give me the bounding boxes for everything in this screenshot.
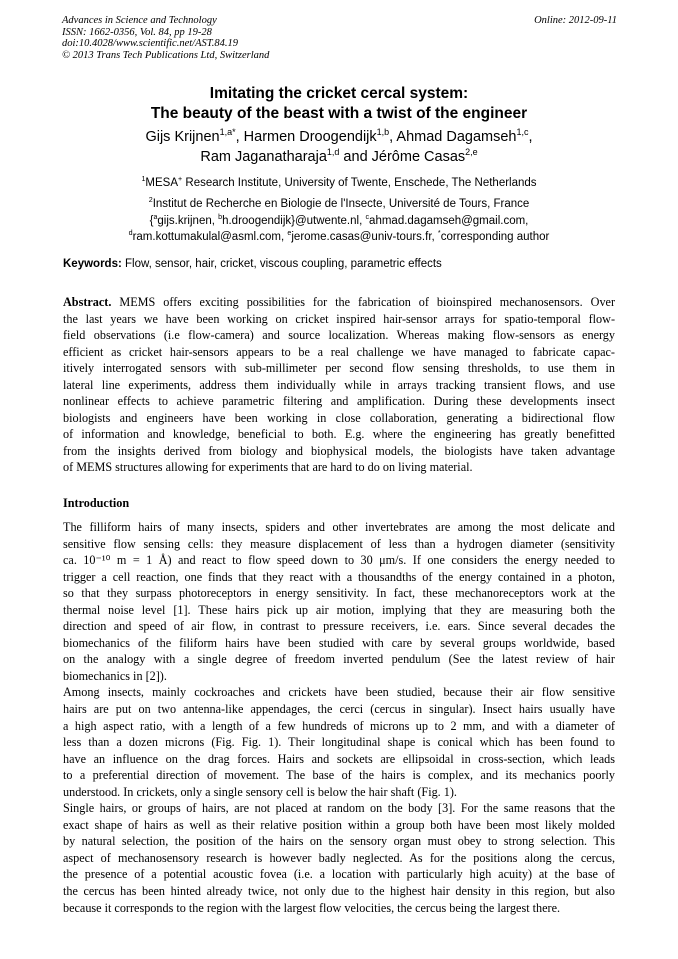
abstract-text: efficient as cricket hair-sensors appears to be a real challenge we have managed to fabricate capac- bbox=[63, 344, 615, 359]
emails-line-1 bbox=[0, 214, 678, 229]
author-affiliation-mark: 1,d bbox=[326, 147, 340, 158]
introduction-line: Among insects, mainly cockroaches and crickets have been studied, because their air flow sensitive bbox=[63, 685, 615, 700]
introduction-line: aspect of mechanosensory research is however badly neglected. As for the positions along the cercus, bbox=[63, 850, 615, 865]
title-line-1: Imitating the cricket cercal system: bbox=[209, 85, 469, 102]
introduction-heading: Introduction bbox=[63, 496, 130, 510]
affiliation-2-text: Institut de Recherche en Biologie de l'Insecte, Université de Tours, France bbox=[152, 198, 530, 210]
email-mark: e bbox=[287, 229, 292, 238]
journal-header bbox=[62, 15, 617, 61]
introduction-line: because it corresponds to the region with the largest flow velocities, the cercus being the largest there. bbox=[63, 900, 561, 915]
keywords-label: Keywords: bbox=[63, 258, 122, 270]
abstract-line bbox=[63, 377, 615, 394]
introduction-line: trigger a cell reaction, one finds that they react with a thousandths of the energy contained in a photon, bbox=[63, 569, 615, 584]
email-mark: a bbox=[153, 213, 158, 222]
abstract-line bbox=[63, 410, 615, 427]
email-brace: { bbox=[149, 215, 154, 227]
journal-doi: doi:10.4028/www.scientific.net/AST.84.19 bbox=[62, 38, 239, 49]
affiliation-1-text: Research Institute, University of Twente, Enschede, The Netherlands bbox=[182, 177, 537, 189]
introduction-line: the presence of a potential acoustic fovea (i.e. a location with particularly high acuity) at the base of bbox=[63, 867, 615, 882]
journal-issn: ISSN: 1662-0356, Vol. 84, pp 19-28 bbox=[62, 26, 212, 38]
introduction-line: The filliform hairs of many insects, spiders and other invertebrates are among the most delicate and bbox=[63, 520, 615, 534]
affiliation-2-mark: 2 bbox=[148, 196, 153, 205]
introduction-body bbox=[63, 519, 615, 916]
abstract-text: the last years we have been working on cricket inspired hair-sensor arrays for spatio-temporal flow- bbox=[63, 311, 615, 326]
abstract-line bbox=[63, 443, 615, 460]
introduction-line: understood. In crickets, only a single sensory cell is below the hair shaft (Fig. 1). bbox=[63, 784, 457, 799]
email-mark: * bbox=[437, 229, 441, 238]
email-address: jerome.casas@univ-tours.fr, bbox=[291, 231, 438, 243]
keywords-text: Flow, sensor, hair, cricket, viscous coupling, parametric effects bbox=[121, 258, 442, 270]
introduction-line: sensitive flow sensing cells: they measure displacement of less than a hydrogen diameter (sensitivity bbox=[63, 536, 615, 551]
introduction-line: a high aspect ratio, with a length of a few hundreds of microns up to 2 mm, and with a diameter of bbox=[63, 718, 615, 733]
author-name: Gijs Krijnen bbox=[145, 129, 220, 145]
title-line-2: The beauty of the beast with a twist of the engineer bbox=[150, 105, 528, 122]
journal-name: Advances in Science and Technology bbox=[62, 15, 217, 26]
abstract-line bbox=[63, 426, 615, 443]
abstract-text: MEMS offers exciting possibilities for the fabrication of bioinspired mechanosensors. Over bbox=[111, 295, 615, 309]
paper-title bbox=[0, 84, 678, 124]
introduction-line: exact shape of hairs as well as their relative position within a group both have been most likely molded bbox=[63, 817, 615, 832]
abstract-line bbox=[63, 459, 615, 476]
author-name: Ram Jaganatharaja bbox=[200, 149, 327, 165]
introduction-line: on the analogy with a single degree of freedom inverted pendulum (See the latest review of hair bbox=[63, 652, 615, 667]
author-affiliation-mark: 2,e bbox=[465, 147, 478, 158]
introduction-line: thermal noise level [1]. These hairs pick up air motion, implying that they are measuring both the bbox=[63, 602, 615, 617]
journal-copyright: © 2013 Trans Tech Publications Ltd, Switzerland bbox=[62, 49, 270, 61]
abstract-text: itively interrogated sensors with sub-millimeter per second flow sensing thresholds, to use them in bbox=[63, 361, 615, 376]
email-address: corresponding author bbox=[440, 231, 550, 243]
author-separator: , bbox=[389, 129, 397, 145]
abstract-text: field observations (i.e flow-camera) and source localization. Whereas making flow-sensors as energy bbox=[63, 328, 615, 343]
author-separator: , bbox=[528, 129, 533, 145]
abstract-text: from the insights derived from biology and biophysical models, the biologists have taken advantage bbox=[63, 443, 615, 458]
author-affiliation-mark: 1,a* bbox=[219, 127, 236, 138]
email-address: gijs.krijnen, bbox=[157, 215, 219, 227]
abstract-line bbox=[63, 311, 615, 328]
affiliation-1-org: MESA bbox=[145, 177, 179, 189]
authors-line-2 bbox=[0, 147, 678, 167]
abstract-line bbox=[63, 360, 615, 377]
online-date: Online: 2012-09-11 bbox=[534, 15, 617, 26]
introduction-line: to a preferential direction of movement. The base of the hairs is complex, and its mechanics poorly bbox=[63, 768, 615, 783]
emails-line-2 bbox=[0, 230, 678, 245]
introduction-line: biomechanics of the filiform hairs have been studied with care by several groups worldwide, based bbox=[63, 635, 615, 650]
abstract-text: nonlinear effects to achieve parametric filtering and amplification. During these developments insect bbox=[63, 394, 615, 409]
author-name: Ahmad Dagamseh bbox=[396, 129, 517, 145]
email-address: ahmad.dagamseh@gmail.com, bbox=[369, 215, 529, 227]
introduction-line: biomechanics in [2]). bbox=[63, 668, 167, 683]
authors-line-1 bbox=[0, 127, 678, 147]
author-separator: , bbox=[235, 129, 244, 145]
email-address: h.droogendijk}@utwente.nl, bbox=[222, 215, 366, 227]
introduction-line: less than a dozen microns (Fig. Fig. 1). Their longitudinal shape is conical which has been found to bbox=[63, 735, 615, 750]
email-address: ram.kottumakulal@asml.com, bbox=[132, 231, 288, 243]
author-list bbox=[0, 127, 678, 167]
abstract-text: of information and knowledge, beneficial to both. E.g. where the engineering has greatly benefitted bbox=[63, 427, 615, 442]
abstract-text: lateral line experiments, address them individually while in arrays tracking transient flows, and use bbox=[63, 377, 615, 392]
email-mark: d bbox=[128, 229, 133, 238]
introduction-line: Single hairs, or groups of hairs, are not placed at random on the body [3]. For the same reasons that the bbox=[63, 801, 615, 816]
abstract-line bbox=[63, 344, 615, 361]
author-affiliation-mark: 1,c bbox=[516, 127, 529, 138]
affiliation-1-mark: 1 bbox=[141, 175, 146, 184]
abstract bbox=[63, 294, 615, 476]
introduction-line: so that they surpass photoreceptors in energy sensitivity. In fact, these mechanoreceptors work at the bbox=[63, 586, 615, 601]
abstract-line bbox=[63, 294, 615, 311]
abstract-line bbox=[63, 393, 615, 410]
introduction-line: ca. 10⁻¹⁰ m = 1 Å) and react to flow speed down to 30 μm/s. If one considers the energy needed to bbox=[63, 553, 615, 568]
author-affiliation-mark: 1,b bbox=[376, 127, 390, 138]
introduction-line: by natural selection, the position of the hairs on the sensory organ must obey to strong selection. This bbox=[63, 834, 615, 849]
introduction-line: hairs are put on two antenna-like appendages, the cerci (cercus in singular). Insect hairs usually have bbox=[63, 702, 615, 717]
affiliation-2 bbox=[0, 197, 678, 212]
author-separator: and bbox=[339, 149, 372, 165]
email-mark: c bbox=[365, 213, 370, 222]
abstract-text: of MEMS structures allowing for experiments that are hard to do on living material. bbox=[63, 460, 473, 475]
email-mark: b bbox=[218, 213, 223, 222]
introduction-line: the cercus has been hinted already twice, not only due to the highest hair density in this region, but also bbox=[63, 884, 615, 899]
affiliation-1-plus: + bbox=[178, 175, 183, 184]
keywords bbox=[63, 258, 442, 270]
author-name: Harmen Droogendijk bbox=[243, 129, 377, 145]
affiliation-1 bbox=[0, 176, 678, 191]
abstract-label: Abstract. bbox=[63, 295, 112, 309]
abstract-line bbox=[63, 327, 615, 344]
introduction-line: have an influence on the drag forces. Hairs and sockets are ellipsoidal in cross-section, which leads bbox=[63, 751, 615, 766]
introduction-line: direction and speed of air flow, in contrast to pressure receivers, i.e. ears. Since several decades the bbox=[63, 619, 615, 634]
abstract-text: biologists and engineers have been working in close collaboration, generating a bidirectional flow bbox=[63, 410, 615, 425]
author-name: Jérôme Casas bbox=[371, 149, 466, 165]
